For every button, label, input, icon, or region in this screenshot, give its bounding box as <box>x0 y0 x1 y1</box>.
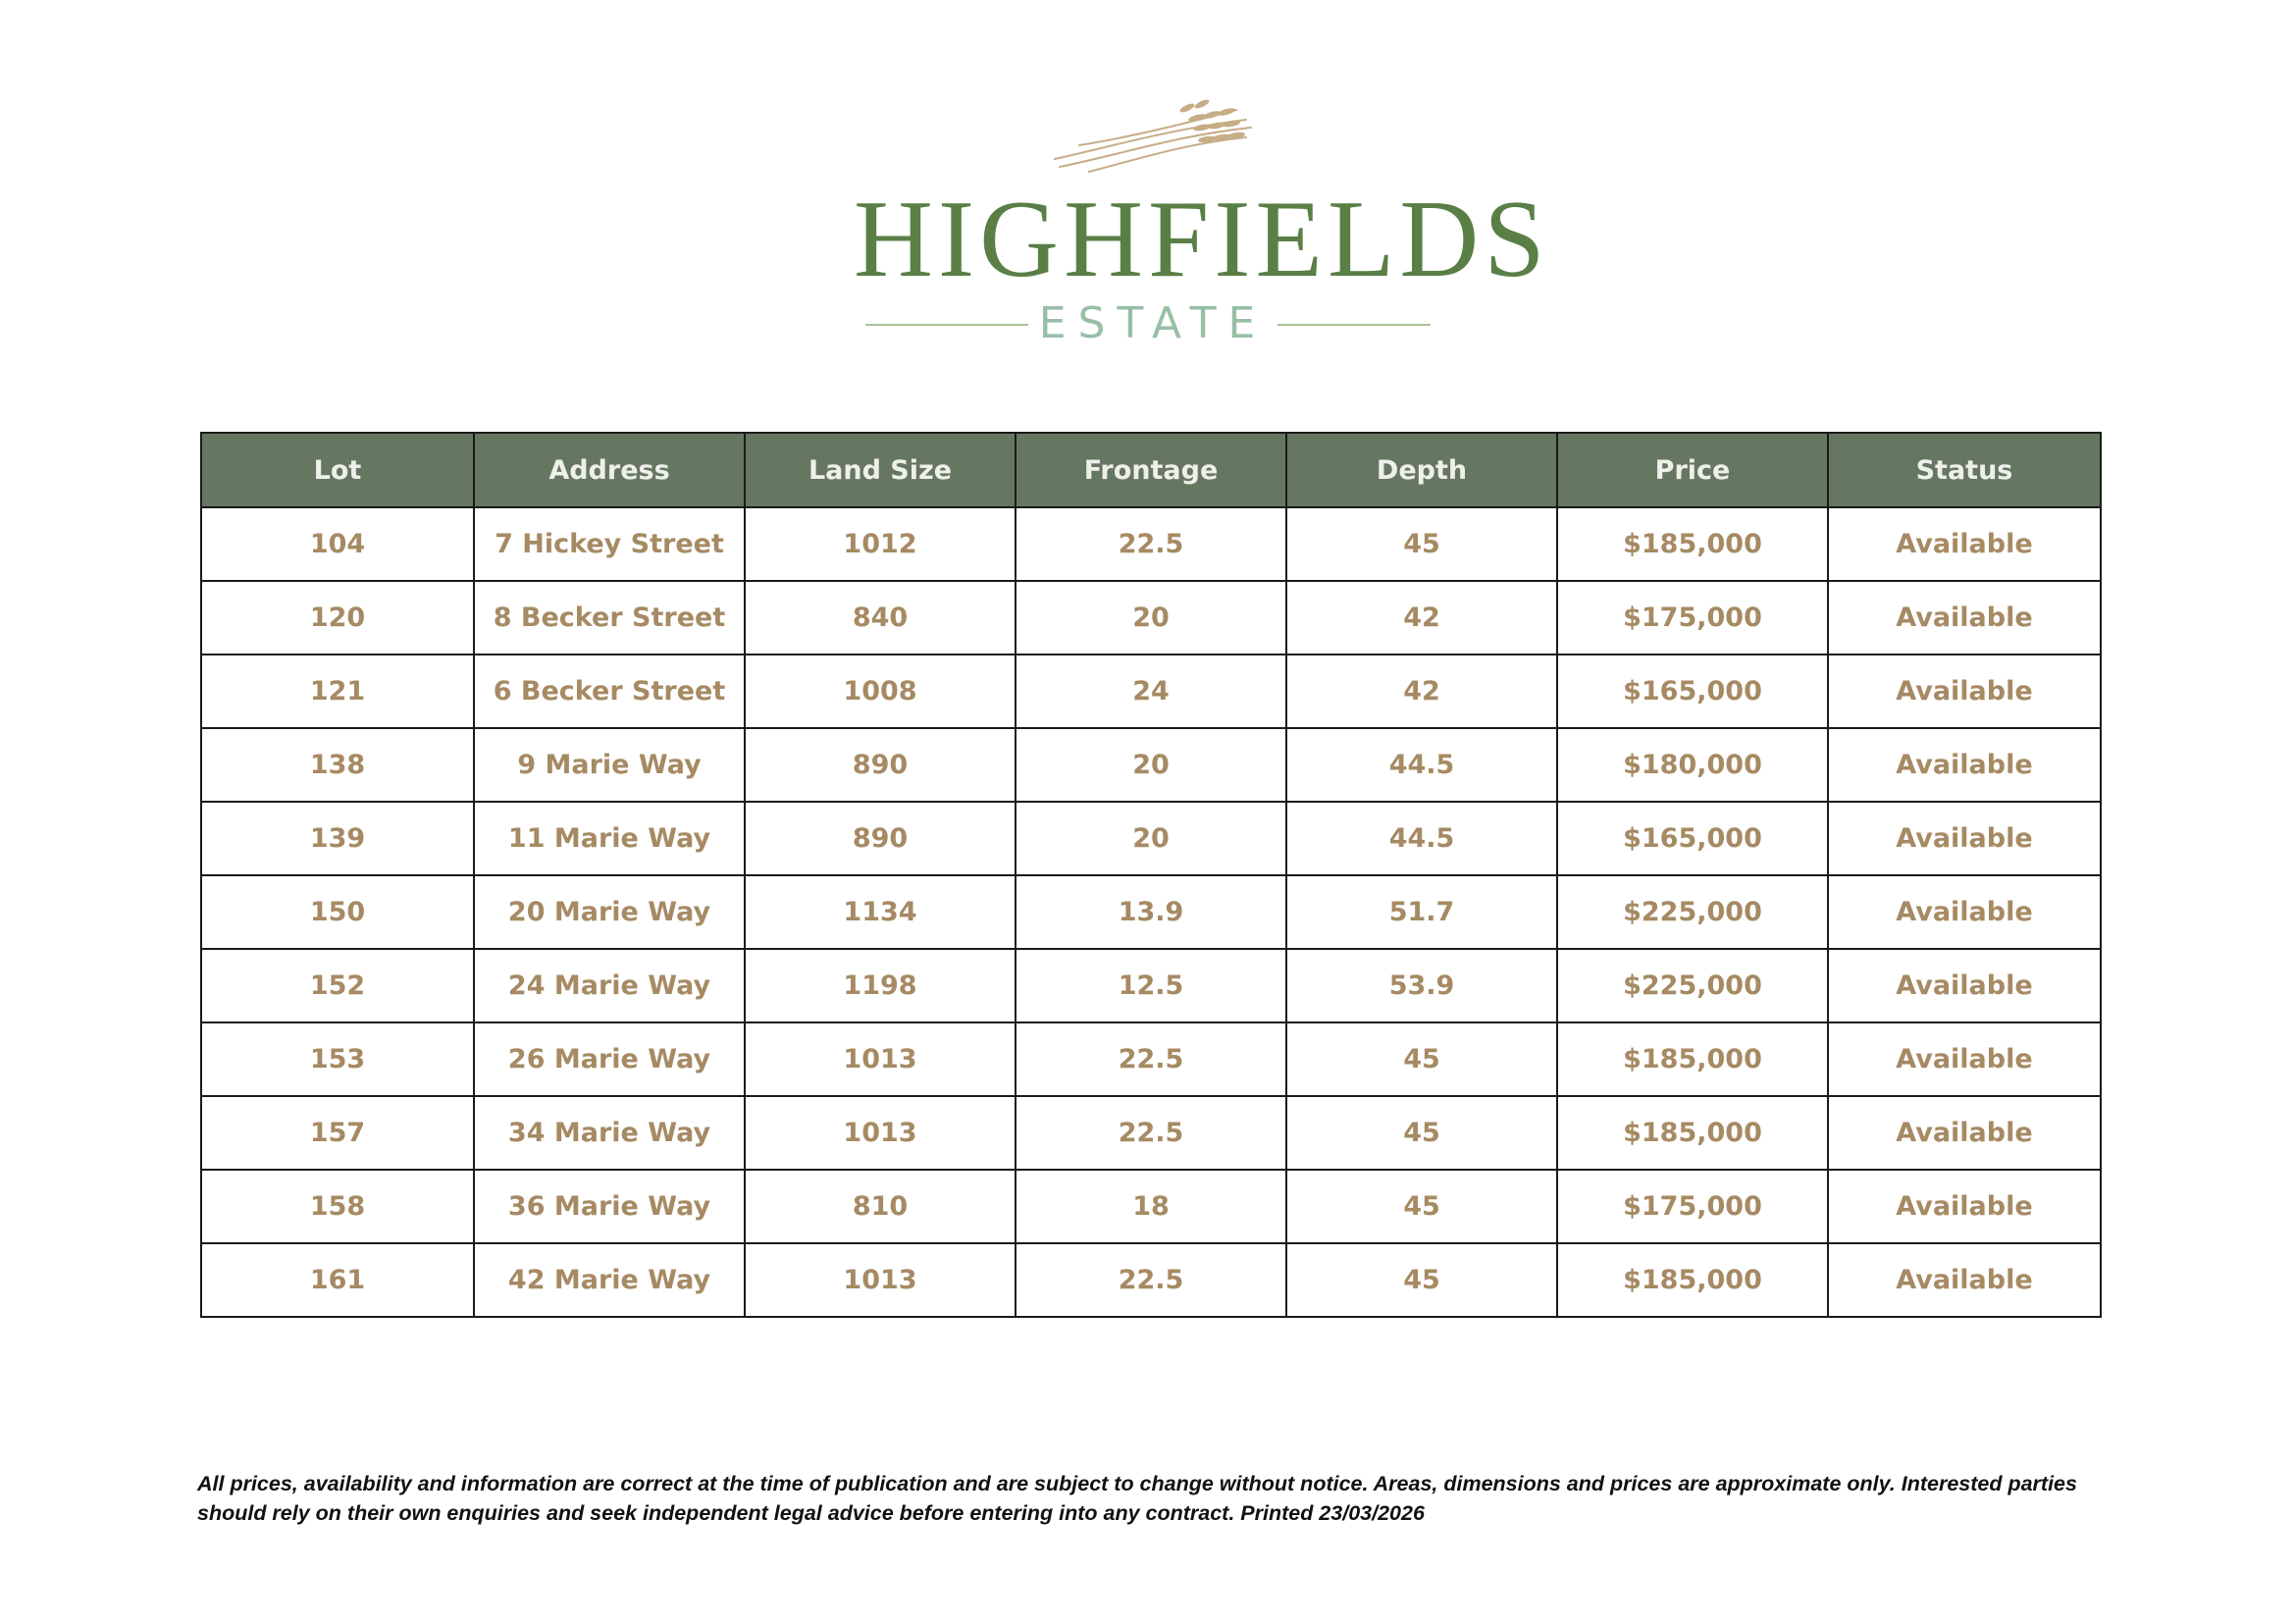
cell-land-size: 1013 <box>745 1243 1016 1317</box>
cell-frontage: 22.5 <box>1016 1096 1286 1170</box>
cell-status: Available <box>1828 1096 2101 1170</box>
cell-price: $185,000 <box>1557 1096 1828 1170</box>
cell-lot: 153 <box>201 1022 474 1096</box>
cell-frontage: 22.5 <box>1016 1243 1286 1317</box>
column-header-depth: Depth <box>1286 433 1557 507</box>
brand-subtitle-row <box>854 299 1442 348</box>
table-row <box>201 1243 2101 1317</box>
cell-status: Available <box>1828 507 2101 581</box>
disclaimer-text: All prices, availability and information are correct at the time of publication and are subject to change without notice. Areas, dimensions and prices are approximate only. Interested parties should rely on their own enquiries and seek independent legal advice before entering into any contract. Printed 23/03/2026 <box>197 1472 2077 1525</box>
divider-line <box>865 324 1028 326</box>
cell-address: 6 Becker Street <box>474 655 745 728</box>
cell-lot: 157 <box>201 1096 474 1170</box>
table-row <box>201 655 2101 728</box>
cell-address: 34 Marie Way <box>474 1096 745 1170</box>
cell-price: $185,000 <box>1557 1022 1828 1096</box>
table-row <box>201 581 2101 655</box>
cell-frontage: 20 <box>1016 802 1286 875</box>
cell-address: 7 Hickey Street <box>474 507 745 581</box>
cell-frontage: 12.5 <box>1016 949 1286 1022</box>
cell-address: 11 Marie Way <box>474 802 745 875</box>
cell-lot: 138 <box>201 728 474 802</box>
cell-land-size: 1012 <box>745 507 1016 581</box>
cell-depth: 44.5 <box>1286 728 1557 802</box>
cell-frontage: 22.5 <box>1016 1022 1286 1096</box>
cell-status: Available <box>1828 1243 2101 1317</box>
cell-frontage: 20 <box>1016 728 1286 802</box>
cell-land-size: 1013 <box>745 1022 1016 1096</box>
table-header-row <box>201 433 2101 507</box>
cell-address: 26 Marie Way <box>474 1022 745 1096</box>
cell-land-size: 810 <box>745 1170 1016 1243</box>
cell-frontage: 24 <box>1016 655 1286 728</box>
divider-line <box>1277 324 1431 326</box>
cell-depth: 45 <box>1286 1170 1557 1243</box>
cell-lot: 139 <box>201 802 474 875</box>
cell-depth: 45 <box>1286 507 1557 581</box>
brand-subtitle: ESTATE <box>1038 298 1268 348</box>
cell-depth: 45 <box>1286 1096 1557 1170</box>
cell-lot: 152 <box>201 949 474 1022</box>
cell-lot: 161 <box>201 1243 474 1317</box>
cell-depth: 44.5 <box>1286 802 1557 875</box>
cell-status: Available <box>1828 802 2101 875</box>
cell-status: Available <box>1828 875 2101 949</box>
pricing-table <box>200 432 2102 1318</box>
cell-depth: 45 <box>1286 1243 1557 1317</box>
cell-address: 9 Marie Way <box>474 728 745 802</box>
cell-price: $165,000 <box>1557 802 1828 875</box>
column-header-price: Price <box>1557 433 1828 507</box>
table-row <box>201 949 2101 1022</box>
brand-title: HIGHFIELDS <box>854 179 1550 300</box>
cell-address: 8 Becker Street <box>474 581 745 655</box>
table-row <box>201 1096 2101 1170</box>
table-row <box>201 1022 2101 1096</box>
table-row <box>201 507 2101 581</box>
cell-depth: 51.7 <box>1286 875 1557 949</box>
cell-frontage: 22.5 <box>1016 507 1286 581</box>
cell-address: 24 Marie Way <box>474 949 745 1022</box>
cell-address: 42 Marie Way <box>474 1243 745 1317</box>
cell-price: $225,000 <box>1557 875 1828 949</box>
table-row <box>201 875 2101 949</box>
column-header-lot: Lot <box>201 433 474 507</box>
cell-price: $175,000 <box>1557 581 1828 655</box>
cell-address: 20 Marie Way <box>474 875 745 949</box>
table-row <box>201 1170 2101 1243</box>
wheat-icon <box>1050 98 1256 177</box>
cell-price: $225,000 <box>1557 949 1828 1022</box>
brand-logo <box>854 98 1550 353</box>
cell-land-size: 890 <box>745 802 1016 875</box>
table-row <box>201 728 2101 802</box>
cell-status: Available <box>1828 655 2101 728</box>
lot-price-table <box>200 432 2100 1318</box>
cell-address: 36 Marie Way <box>474 1170 745 1243</box>
cell-lot: 158 <box>201 1170 474 1243</box>
cell-lot: 120 <box>201 581 474 655</box>
cell-frontage: 20 <box>1016 581 1286 655</box>
cell-status: Available <box>1828 728 2101 802</box>
column-header-frontage: Frontage <box>1016 433 1286 507</box>
cell-land-size: 1134 <box>745 875 1016 949</box>
cell-land-size: 1013 <box>745 1096 1016 1170</box>
cell-price: $175,000 <box>1557 1170 1828 1243</box>
cell-price: $185,000 <box>1557 507 1828 581</box>
cell-lot: 150 <box>201 875 474 949</box>
cell-frontage: 13.9 <box>1016 875 1286 949</box>
cell-price: $165,000 <box>1557 655 1828 728</box>
column-header-address: Address <box>474 433 745 507</box>
cell-status: Available <box>1828 581 2101 655</box>
cell-status: Available <box>1828 1022 2101 1096</box>
cell-price: $185,000 <box>1557 1243 1828 1317</box>
cell-depth: 42 <box>1286 581 1557 655</box>
cell-land-size: 890 <box>745 728 1016 802</box>
cell-status: Available <box>1828 949 2101 1022</box>
cell-land-size: 840 <box>745 581 1016 655</box>
cell-lot: 104 <box>201 507 474 581</box>
cell-depth: 42 <box>1286 655 1557 728</box>
cell-land-size: 1008 <box>745 655 1016 728</box>
column-header-status: Status <box>1828 433 2101 507</box>
cell-land-size: 1198 <box>745 949 1016 1022</box>
table-row <box>201 802 2101 875</box>
cell-status: Available <box>1828 1170 2101 1243</box>
cell-frontage: 18 <box>1016 1170 1286 1243</box>
column-header-land-size: Land Size <box>745 433 1016 507</box>
cell-lot: 121 <box>201 655 474 728</box>
cell-depth: 45 <box>1286 1022 1557 1096</box>
cell-depth: 53.9 <box>1286 949 1557 1022</box>
cell-price: $180,000 <box>1557 728 1828 802</box>
